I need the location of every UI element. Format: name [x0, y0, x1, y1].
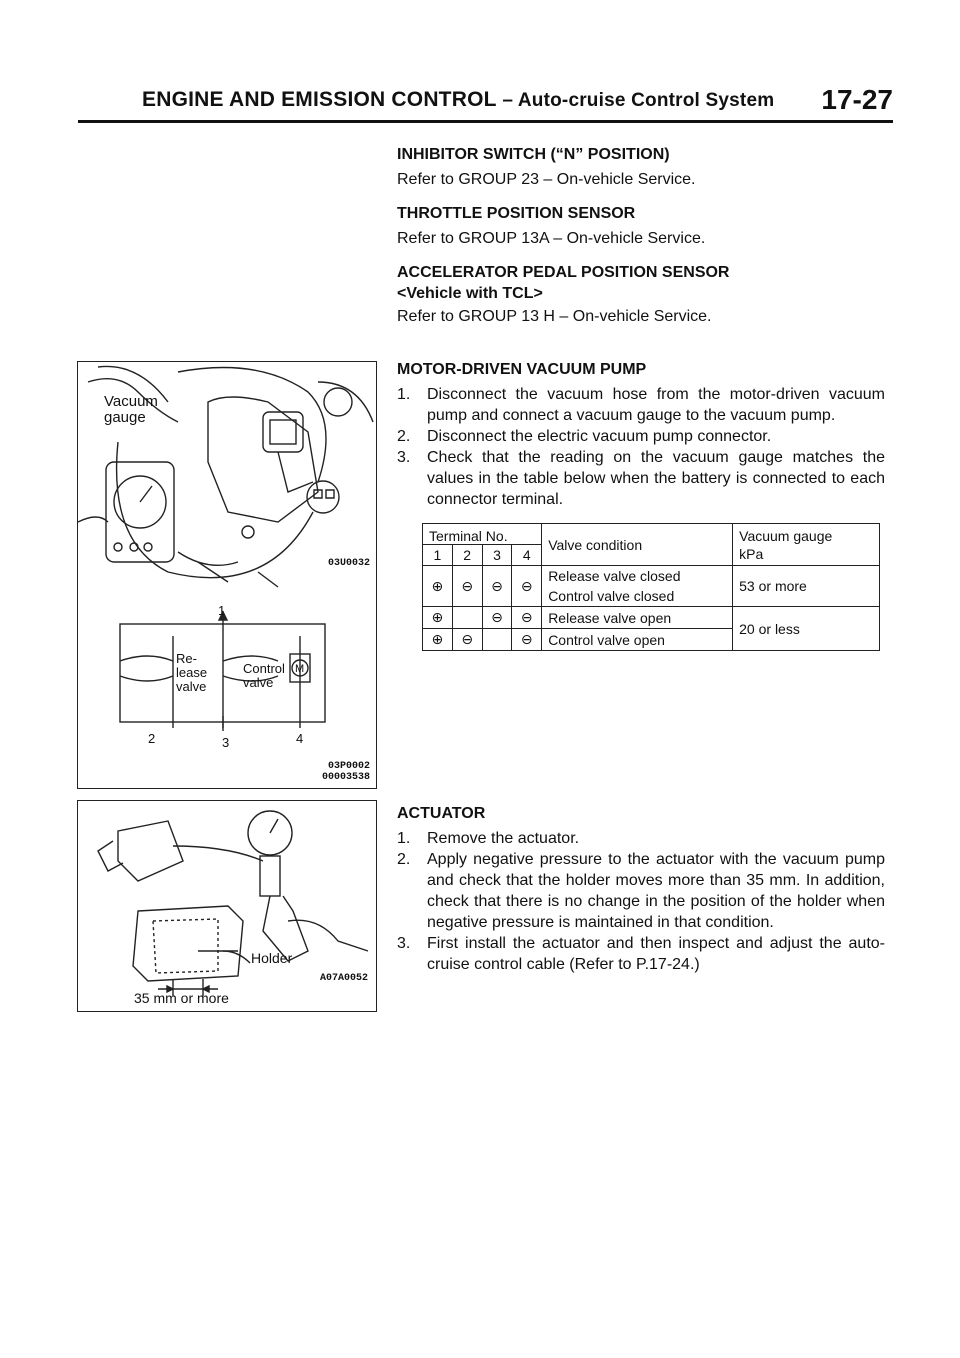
- vacuum-header: Vacuum gauge kPa: [733, 524, 880, 566]
- inhibitor-section: [397, 144, 885, 190]
- accel-section: [397, 262, 885, 327]
- table-cell: 20 or less: [733, 607, 880, 651]
- accel-text: Refer to GROUP 13 H – On-vehicle Service.: [397, 308, 712, 325]
- table-cell: 2: [452, 545, 482, 566]
- section-subtitle: – Auto-cruise Control System: [502, 90, 775, 111]
- table-cell: ⊖: [452, 629, 482, 651]
- terminal-table: [422, 523, 880, 651]
- table-row: [423, 566, 880, 587]
- inhibitor-heading: INHIBITOR SWITCH (“N” POSITION): [397, 146, 670, 163]
- terminal-header: Terminal No.: [423, 524, 542, 545]
- table-cell: ⊖: [482, 566, 512, 607]
- table-cell: ⊖: [512, 607, 542, 629]
- table-header-row: [423, 524, 880, 545]
- table-cell: Control valve open: [542, 629, 733, 651]
- actuator-section: [397, 803, 885, 975]
- figure-code: A07A0052: [319, 973, 368, 984]
- table-cell: ⊖: [512, 629, 542, 651]
- vacuum-heading: MOTOR-DRIVEN VACUUM PUMP: [397, 361, 647, 378]
- valve-header: Valve condition: [542, 524, 733, 566]
- terminal-2-label: 2: [148, 731, 156, 746]
- section-title: ENGINE AND EMISSION CONTROL: [142, 88, 497, 111]
- table-cell: 4: [512, 545, 542, 566]
- release-valve-label: Re- lease valve: [176, 651, 208, 694]
- actuator-heading: ACTUATOR: [397, 805, 486, 822]
- figure-codes: 03P0002 00003538: [321, 761, 370, 783]
- actuator-step: 2. Apply negative pressure to the actuator with the vacuum pump and check that the holder moves more than 35 mm. In addition, check that there is no change in the position of the holder when negative pressure is maintained in that condition.: [397, 851, 885, 931]
- terminal-3-label: 3: [222, 735, 230, 750]
- terminal-1-label: 1: [218, 603, 226, 618]
- figure-code: 03U0032: [327, 558, 370, 569]
- vacuum-pump-figure: [77, 361, 377, 789]
- terminal-4-label: 4: [296, 731, 304, 746]
- table-row: [423, 607, 880, 629]
- vacuum-step: 3. Check that the reading on the vacuum gauge matches the values in the table below when the battery is connected to each connector terminal.: [397, 449, 885, 508]
- throttle-section: [397, 203, 885, 249]
- table-cell: ⊖: [452, 566, 482, 607]
- holder-label: Holder: [251, 950, 293, 966]
- table-cell: Control valve closed: [542, 586, 733, 607]
- table-cell: [482, 629, 512, 651]
- accel-heading: ACCELERATOR PEDAL POSITION SENSOR: [397, 264, 730, 281]
- accel-subheading: <Vehicle with TCL>: [397, 285, 543, 302]
- table-cell: ⊖: [482, 607, 512, 629]
- vacuum-step: 1. Disconnect the vacuum hose from the motor-driven vacuum pump and connect a vacuum gauge to the vacuum pump.: [397, 386, 885, 424]
- control-valve-label: Control valve: [243, 661, 285, 690]
- page-header: [78, 82, 893, 122]
- vacuum-section: [397, 359, 885, 510]
- motor-symbol: M: [295, 663, 305, 675]
- vacuum-step: 2. Disconnect the electric vacuum pump connector.: [397, 428, 772, 445]
- table-cell: 53 or more: [733, 566, 880, 607]
- table-cell: ⊕: [423, 607, 453, 629]
- actuator-step: 1. Remove the actuator.: [397, 830, 580, 847]
- page-number: 17-27: [821, 84, 893, 115]
- header-rule: [78, 120, 893, 123]
- table-cell: ⊕: [423, 629, 453, 651]
- page-title: [142, 88, 774, 112]
- vacuum-steps: [397, 384, 885, 510]
- table-cell: 3: [482, 545, 512, 566]
- dimension-label: 35 mm or more: [134, 990, 229, 1006]
- table-cell: 1: [423, 545, 453, 566]
- table-cell: ⊖: [512, 566, 542, 607]
- inhibitor-text: Refer to GROUP 23 – On-vehicle Service.: [397, 171, 696, 188]
- vacuum-gauge-label: Vacuum gauge: [104, 393, 158, 426]
- throttle-heading: THROTTLE POSITION SENSOR: [397, 205, 636, 222]
- table-cell: ⊕: [423, 566, 453, 607]
- throttle-text: Refer to GROUP 13A – On-vehicle Service.: [397, 230, 706, 247]
- table-cell: Release valve closed: [542, 566, 733, 587]
- table-cell: [452, 607, 482, 629]
- table-cell: Release valve open: [542, 607, 733, 629]
- actuator-figure: [77, 800, 377, 1012]
- actuator-step: 3. First install the actuator and then inspect and adjust the auto-cruise control cable (Refer to P.17-24.): [397, 935, 885, 973]
- actuator-steps: [397, 828, 885, 975]
